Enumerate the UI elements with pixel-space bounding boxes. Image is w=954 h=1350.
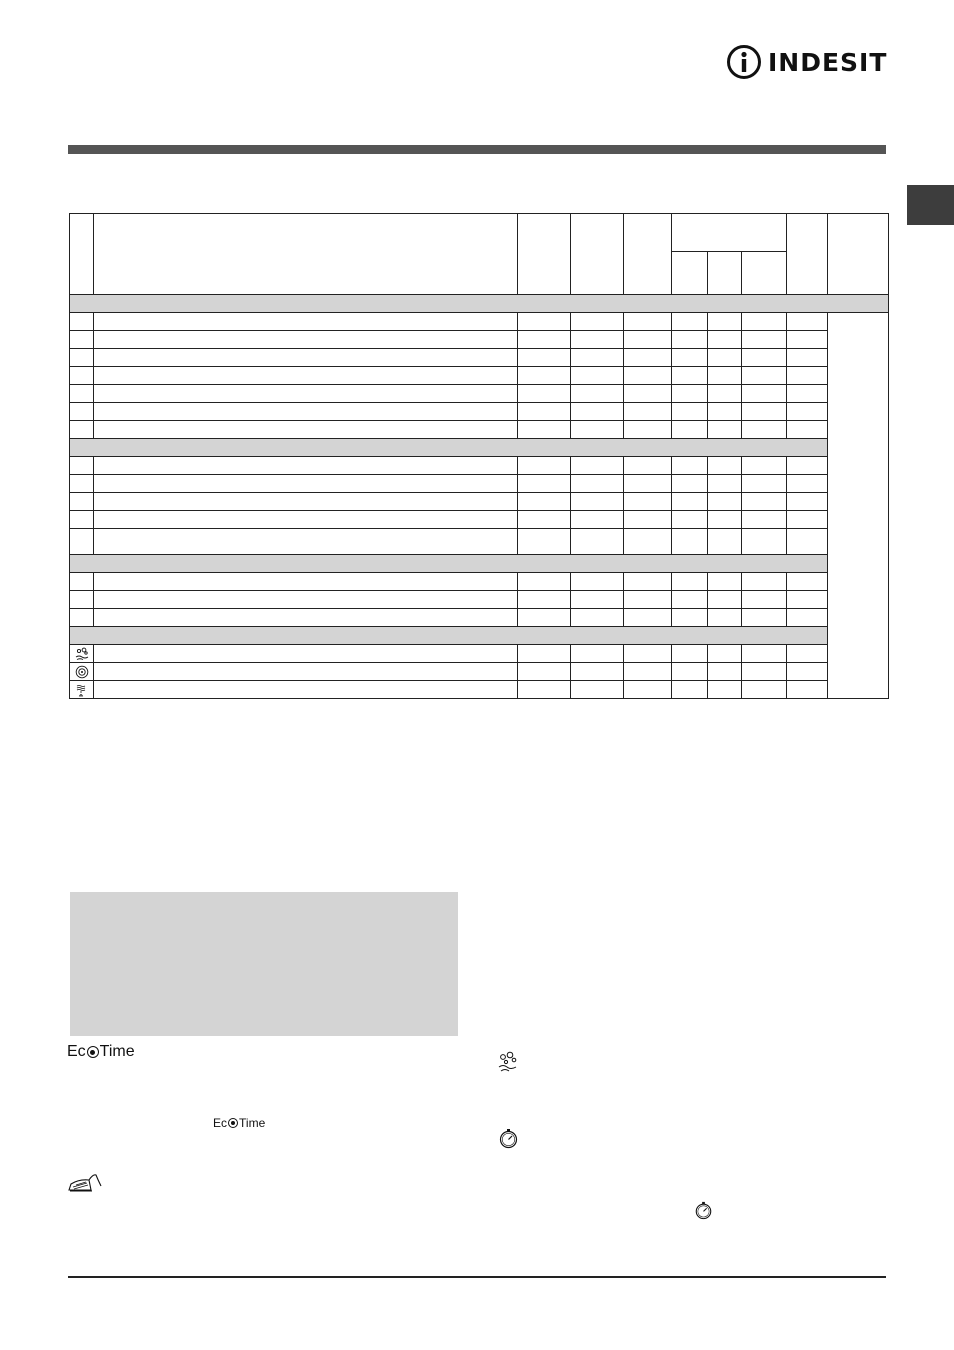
timer-icon xyxy=(498,1128,519,1149)
easy-iron-icon xyxy=(75,683,89,697)
table-section-band xyxy=(70,627,889,645)
table-row xyxy=(70,609,889,627)
table-row xyxy=(70,645,889,663)
table-section-band xyxy=(70,439,889,457)
eco-time-icon xyxy=(228,1118,238,1128)
table-row xyxy=(70,457,889,475)
brand-name: INDESIT xyxy=(768,47,888,77)
table-row xyxy=(70,331,889,349)
table-header-row xyxy=(70,214,889,252)
table-row xyxy=(70,591,889,609)
table-row xyxy=(70,421,889,439)
table-section-band xyxy=(70,555,889,573)
timer-icon xyxy=(694,1201,713,1220)
footer-rule xyxy=(68,1276,886,1278)
info-box xyxy=(70,892,458,1036)
table-row xyxy=(70,475,889,493)
eco-time-icon xyxy=(75,665,89,679)
table-row xyxy=(70,663,889,681)
table-row xyxy=(70,313,889,331)
table-row xyxy=(70,403,889,421)
table-section-band xyxy=(70,295,889,313)
programme-table xyxy=(69,213,889,699)
eco-time-icon xyxy=(87,1046,99,1058)
table-row xyxy=(70,367,889,385)
indesit-i-logo-icon xyxy=(726,44,762,80)
language-tab xyxy=(907,185,954,225)
iron-icon xyxy=(67,1172,105,1194)
eco-time-logo: Ec Time xyxy=(67,1043,135,1060)
table-row xyxy=(70,681,889,699)
table-row xyxy=(70,511,889,529)
stain-remover-icon xyxy=(497,1051,521,1073)
table-row xyxy=(70,573,889,591)
stain-remover-icon xyxy=(74,647,90,661)
eco-time-logo-inline: Ec Time xyxy=(213,1116,266,1130)
table-row xyxy=(70,385,889,403)
table-row xyxy=(70,493,889,511)
header-rule xyxy=(68,145,886,154)
table-row xyxy=(70,529,889,555)
brand-logo xyxy=(726,40,888,84)
table-row xyxy=(70,349,889,367)
